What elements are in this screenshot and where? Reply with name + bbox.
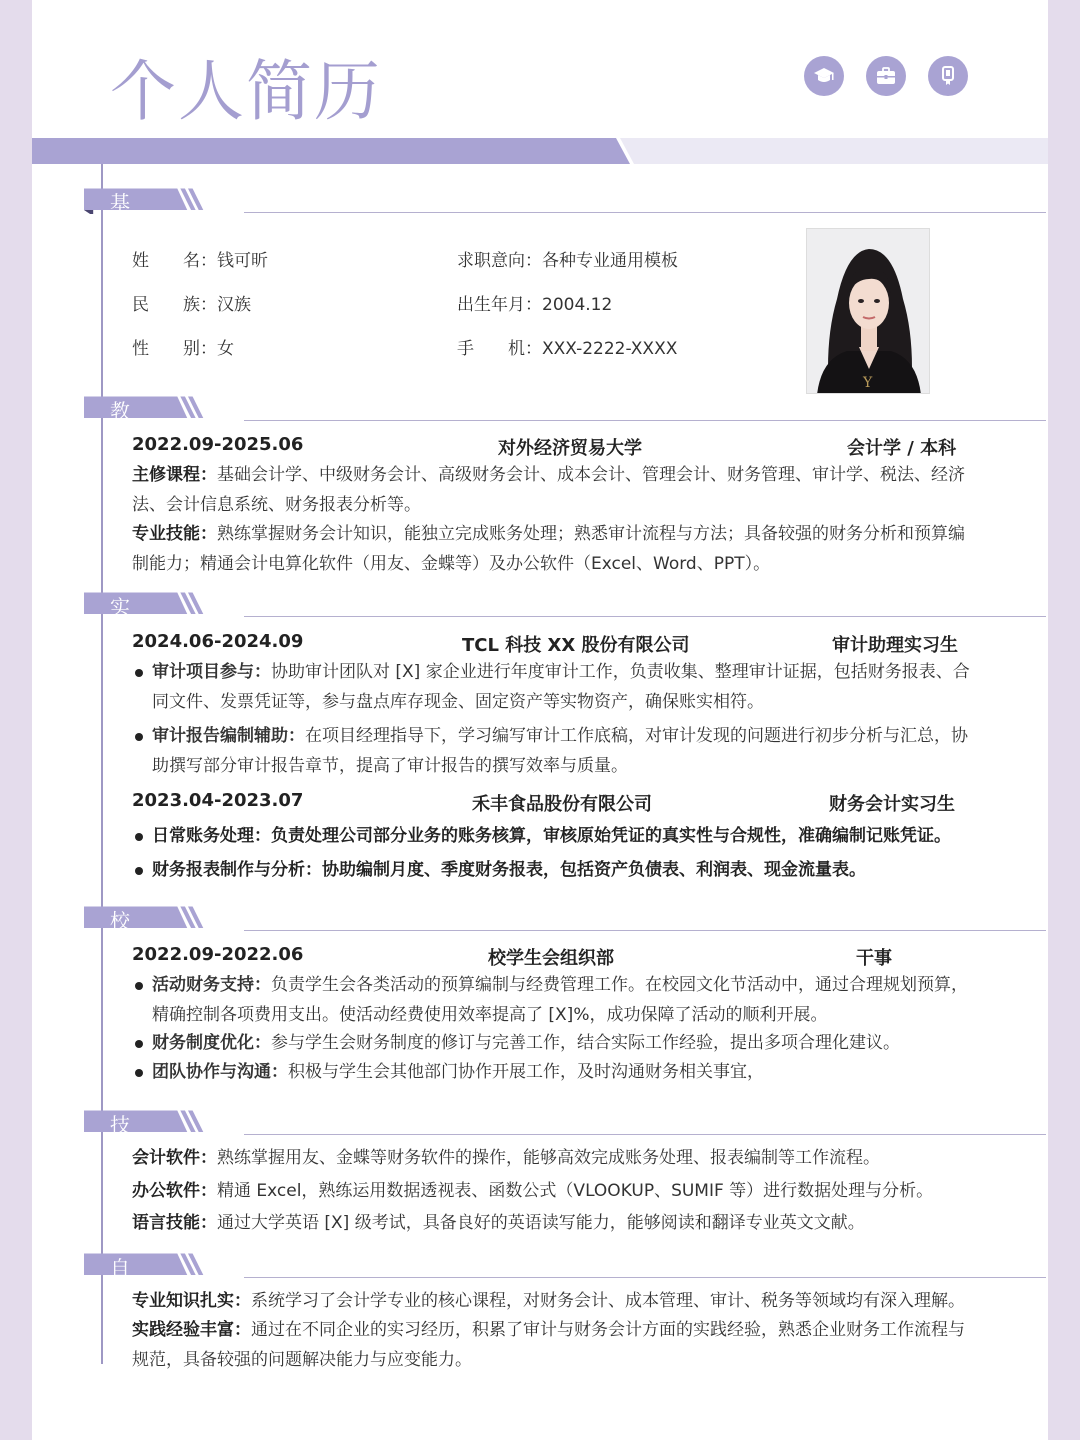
intent-row [457,246,678,271]
section-rule [244,616,1046,617]
briefcase-icon [866,56,906,96]
internship-date: 2023.04-2023.07 [132,790,304,811]
bullet-dot [135,733,143,741]
section-tab [84,904,214,932]
bullet-text: 负责学生会各类活动的预算编制与经费管理工作。在校园文化节活动中，通过合理规划预算，精确控制各项费用支出。使活动经费使用效率提高了 [X]%，成功保障了活动的顺利开展。 [152,975,968,1025]
intent-value: 各种专业通用模板 [542,251,678,271]
birth-label: 出生年月： [457,295,542,315]
bullet-text: 负责处理公司部分业务的账务核算，审核原始凭证的真实性与合规性，准确编制记账凭证。 [271,826,951,846]
internship-role: 审计助理实习生 [832,635,958,656]
education-entry-header [132,434,970,460]
profile-photo [806,228,930,394]
skill-item [132,1144,977,1174]
name-label: 姓 名： [132,251,217,271]
skill-label: 会计软件： [132,1148,217,1168]
campus-org: 校学生会组织部 [488,948,614,969]
name-value: 钱可昕 [217,251,268,271]
bullet-label: 团队协作与沟通： [152,1062,288,1082]
education-skills [132,520,977,579]
section-title: 自我评价 [110,1256,131,1367]
page-title: 个人简历 [110,53,382,130]
education-date: 2022.09-2025.06 [132,434,304,455]
campus-bullet [132,1029,977,1059]
section-rule [244,1277,1046,1278]
ethnic-row [132,290,251,315]
resume-page [32,0,1048,1440]
section-tab [84,394,214,422]
medal-icon [928,56,968,96]
courses-text: 基础会计学、中级财务会计、高级财务会计、成本会计、管理会计、财务管理、审计学、税法、经济法、会计信息系统、财务报表分析等。 [132,465,965,515]
bullet-dot [135,833,143,841]
skill-text: 精通 Excel，熟练运用数据透视表、函数公式（VLOOKUP、SUMIF 等）进行数据处理与分析。 [217,1181,934,1201]
bullet-text: 在项目经理指导下，学习编写审计工作底稿，对审计发现的问题进行初步分析与汇总，协助撰写部分审计报告章节，提高了审计报告的撰写效率与质量。 [152,726,968,776]
internship-company: TCL 科技 XX 股份有限公司 [462,635,690,656]
section-tab [84,1251,214,1279]
internship-entry-header [132,790,970,816]
education-courses [132,461,977,520]
ethnic-value: 汉族 [217,295,251,315]
bullet-label: 审计报告编制辅助： [152,726,305,746]
courses-label: 主修课程： [132,465,217,485]
phone-row [457,334,677,359]
bullet-label: 审计项目参与： [152,662,271,682]
internship-bullet [132,658,977,717]
education-major: 会计学 / 本科 [847,438,957,459]
skill-label: 语言技能： [132,1213,217,1233]
header-icons [804,56,968,96]
self-item [132,1287,977,1317]
campus-entry-header [132,944,970,970]
birth-row [457,290,612,315]
skill-item [132,1209,977,1239]
header-band [32,138,1048,164]
section-title: 技能证书 [110,1113,131,1224]
section-title: 校园经历 [110,909,131,1020]
gender-value: 女 [217,339,234,359]
bullet-dot [135,669,143,677]
self-label: 专业知识扎实： [132,1291,251,1311]
bullet-label: 财务制度优化： [152,1033,271,1053]
ethnic-label: 民 族： [132,295,217,315]
skill-item [132,1177,977,1207]
birth-value: 2004.12 [542,295,613,315]
phone-label: 手 机： [457,339,542,359]
section-tab [84,590,214,618]
section-rule [244,420,1046,421]
bullet-text: 协助审计团队对 [X] 家企业进行年度审计工作，负责收集、整理审计证据，包括财务报表、合同文件、发票凭证等，参与盘点库存现金、固定资产等实物资产，确保账实相符。 [152,662,970,712]
skills-label: 专业技能： [132,524,217,544]
section-rule [244,930,1046,931]
campus-bullet [132,971,977,1030]
campus-bullet [132,1058,977,1088]
svg-text:Y: Y [863,375,873,391]
internship-company: 禾丰食品股份有限公司 [472,794,652,815]
name-row [132,246,268,271]
gender-row [132,334,234,359]
bullet-text: 协助编制月度、季度财务报表，包括资产负债表、利润表、现金流量表。 [322,860,866,880]
internship-entry-header [132,631,970,657]
phone-value: XXX-2222-XXXX [542,339,678,359]
section-title: 实习经历 [110,595,131,706]
bullet-text: 参与学生会财务制度的修订与完善工作，结合实际工作经验，提出多项合理化建议。 [271,1033,900,1053]
graduation-cap-icon [804,56,844,96]
internship-bullet [132,856,977,886]
bullet-dot [135,982,143,990]
internship-bullet [132,722,977,781]
bullet-label: 活动财务支持： [152,975,271,995]
self-text: 通过在不同企业的实习经历，积累了审计与财务会计方面的实践经验，熟悉企业财务工作流程与规范，具备较强的问题解决能力与应变能力。 [132,1320,965,1370]
bullet-label: 财务报表制作与分析： [152,860,322,880]
section-tab [84,186,214,214]
bullet-dot [135,1040,143,1048]
gender-label: 性 别： [132,339,217,359]
skill-text: 熟练掌握用友、金蝶等财务软件的操作，能够高效完成账务处理、报表编制等工作流程。 [217,1148,880,1168]
self-text: 系统学习了会计学专业的核心课程，对财务会计、成本管理、审计、税务等领域均有深入理解。 [251,1291,965,1311]
campus-role: 干事 [856,948,892,969]
internship-bullet [132,822,977,852]
section-title: 教育背景 [110,399,131,510]
education-school: 对外经济贸易大学 [498,438,642,459]
skill-label: 办公软件： [132,1181,217,1201]
campus-date: 2022.09-2022.06 [132,944,304,965]
intent-label: 求职意向： [457,251,542,271]
skills-text: 熟练掌握财务会计知识，能独立完成账务处理；熟悉审计流程与方法；具备较强的财务分析和预算编制能力；精通会计电算化软件（用友、金蝶等）及办公软件（Excel、Word、PPT）。 [132,524,965,574]
self-label: 实践经验丰富： [132,1320,251,1340]
section-title: 基本信息 [110,191,131,302]
self-item [132,1316,977,1375]
section-tab [84,1108,214,1136]
bullet-dot [135,867,143,875]
internship-date: 2024.06-2024.09 [132,631,304,652]
section-rule [244,212,1046,213]
internship-role: 财务会计实习生 [829,794,955,815]
bullet-text: 积极与学生会其他部门协作开展工作，及时沟通财务相关事宜， [288,1062,764,1082]
bullet-label: 日常账务处理： [152,826,271,846]
section-rule [244,1134,1046,1135]
skill-text: 通过大学英语 [X] 级考试，具备良好的英语读写能力，能够阅读和翻译专业英文文献。 [217,1213,865,1233]
bullet-dot [135,1069,143,1077]
timeline-line [101,164,103,1364]
